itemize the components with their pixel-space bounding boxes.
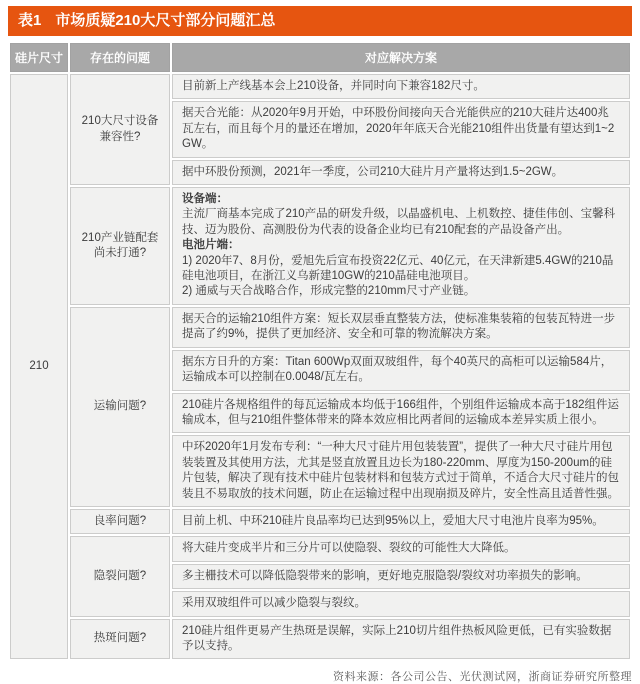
solution-cell: 目前新上产线基本会上210设备，并同时向下兼容182尺寸。: [172, 74, 630, 99]
issue-cell-transport: 运输问题?: [70, 307, 170, 507]
solution-cell: 据天合的运输210组件方案：短长双层垂直整装方法，使标准集装箱的包装瓦特进一步提高了约9%，提供了更加经济、安全和可靠的物流解决方案。: [172, 307, 630, 348]
table-row: [10, 619, 630, 660]
cell-side-label: 电池片端：: [182, 239, 240, 252]
solution-cell: 中环2020年1月发布专利：“一种大尺寸硅片用包装装置”，提供了一种大尺寸硅片用包装装置及其使用方法，尤其是竖直放置且边长为180-220mm、厚度为150-200um的硅片包装，解决了现有技术中硅片包装材料和包装方式过于简单，不适合大尺寸硅片的包装且不易取放的技术问题，防止在运输过程中出现崩损及碎片，安全性高且适普性强。: [172, 435, 630, 507]
col-header-issue: 存在的问题: [70, 43, 170, 72]
cell-side-item-1: 1) 2020年7、8月份，爱旭先后宣布投资22亿元、40亿元，在天津新建5.4GW的210晶硅电池项目，在浙江义乌新建10GW的210晶硅电池项目。: [182, 254, 614, 283]
solution-cell-supply-chain: [172, 187, 630, 305]
issues-table: [8, 41, 632, 661]
equipment-side-label: 设备端：: [182, 193, 228, 206]
table-title-text: 市场质疑210大尺寸部分问题汇总: [55, 12, 276, 29]
table-row: [10, 509, 630, 534]
issue-cell-supply-chain: 210产业链配套尚未打通?: [70, 187, 170, 305]
solution-cell: 目前上机、中环210硅片良品率均已达到95%以上，爱旭大尺寸电池片良率为95%。: [172, 509, 630, 534]
table-row: [10, 536, 630, 561]
solution-cell: 据东方日升的方案：Titan 600Wp双面双玻组件，每个40英尺的高柜可以运输584片，运输成本可以控制在0.0048/瓦左右。: [172, 350, 630, 391]
solution-cell: 据天合光能：从2020年9月开始，中环股份间接向天合光能供应的210大硅片达400兆瓦左右，而且每个月的量还在增加，2020年年底天合光能210组件出货量有望达到1~2GW。: [172, 101, 630, 157]
col-header-wafer-size: 硅片尺寸: [10, 43, 68, 72]
solution-cell: 210硅片组件更易产生热斑是误解，实际上210切片组件热板风险更低，已有实验数据予以支持。: [172, 619, 630, 660]
issue-cell-microcrack: 隐裂问题?: [70, 536, 170, 616]
solution-cell: 据中环股份预测，2021年一季度，公司210大硅片月产量将达到1.5~2GW。: [172, 160, 630, 185]
table-row: [10, 74, 630, 99]
table-title-bar: [8, 6, 632, 36]
wafer-size-cell: 210: [10, 74, 68, 659]
issue-cell-compatibility: 210大尺寸设备兼容性?: [70, 74, 170, 185]
solution-cell: 采用双玻组件可以减少隐裂与裂纹。: [172, 591, 630, 616]
solution-cell: 210硅片各规格组件的每瓦运输成本均低于166组件，个别组件运输成本高于182组件运输成本，但与210组件整体带来的降本效应相比两者间的运输成本差异实质上很小。: [172, 393, 630, 434]
cell-side-item-2: 2) 通威与天合战略合作，形成完整的210mm尺寸产业链。: [182, 285, 476, 298]
table-row: [10, 307, 630, 348]
col-header-solution: 对应解决方案: [172, 43, 630, 72]
table-number-label: 表1: [18, 12, 42, 29]
table-row: [10, 187, 630, 305]
equipment-side-text: 主流厂商基本完成了210产品的研发升级，以晶盛机电、上机数控、捷佳伟创、宝馨科技、迈为股份、高测股份为代表的设备企业均已有210配套的产品设备产出。: [182, 208, 616, 236]
issue-cell-yield: 良率问题?: [70, 509, 170, 534]
solution-cell: 将大硅片变成半片和三分片可以使隐裂、裂纹的可能性大大降低。: [172, 536, 630, 561]
header-row: [10, 43, 630, 72]
issue-cell-hotspot: 热斑问题?: [70, 619, 170, 660]
source-note: 资料来源：各公司公告、光伏测试网，浙商证券研究所整理: [333, 671, 632, 684]
solution-cell: 多主栅技术可以降低隐裂带来的影响，更好地克服隐裂/裂纹对功率损失的影响。: [172, 564, 630, 589]
